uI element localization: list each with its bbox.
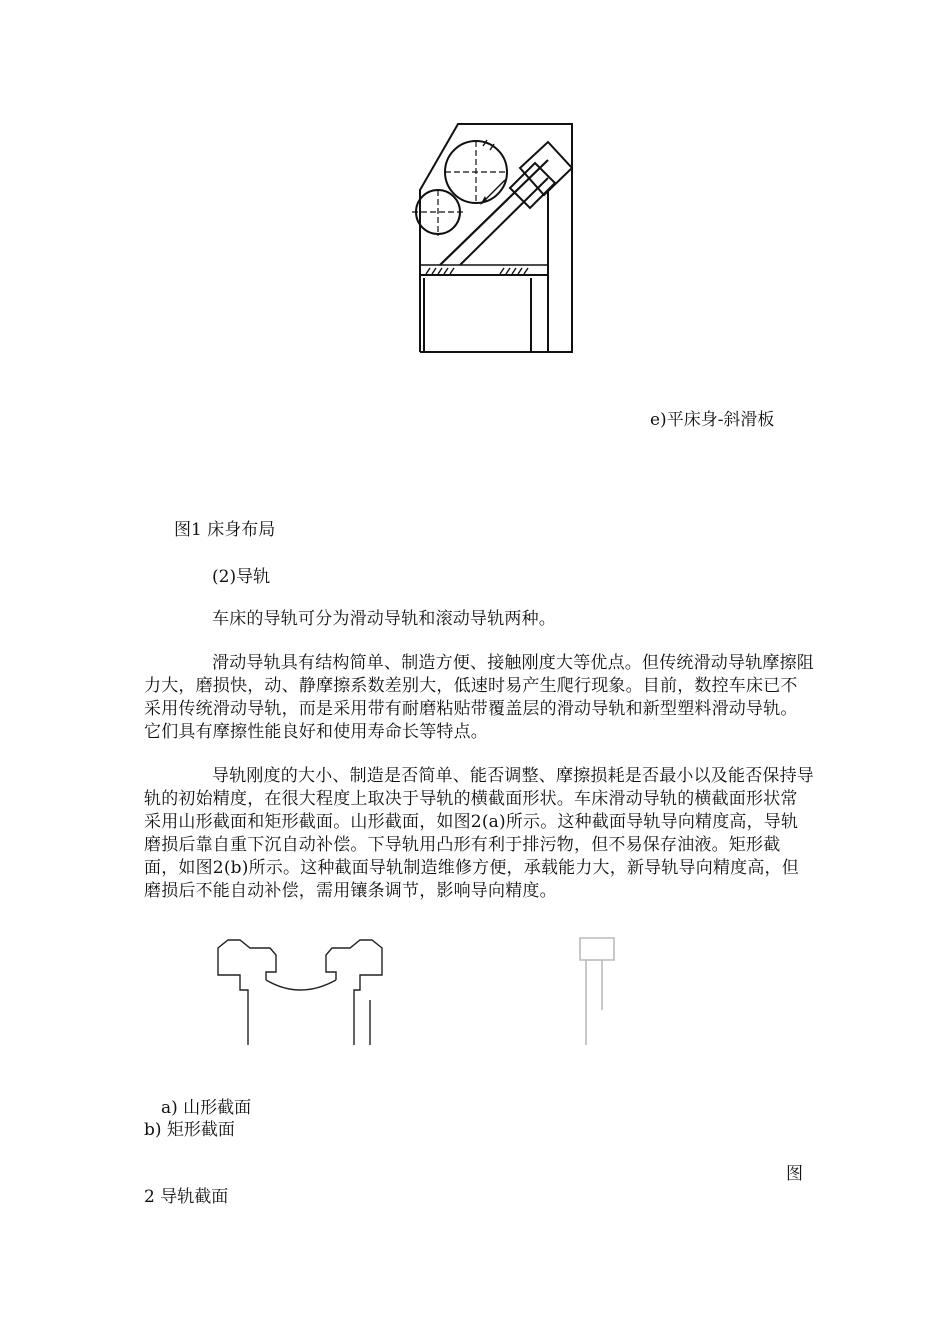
figure2-label-b: b) 矩形截面	[144, 1120, 235, 1140]
figure1-subcaption: e)平床身-斜滑板	[650, 410, 775, 430]
figure2-caption-part2: 2 导轨截面	[144, 1187, 229, 1207]
paragraph-2: 滑动导轨具有结构简单、制造方便、接触刚度大等优点。但传统滑动导轨摩擦阻力大，磨损快，动、静摩擦系数差别大，低速时易产生爬行现象。目前，数控车床已不采用传统滑动导轨，而是采用带有耐磨粘贴带覆盖层的滑动导轨和新型塑料滑动导轨。它们具有摩擦性能良好和使用寿命长等特点。	[144, 653, 814, 742]
paragraph-3: 导轨刚度的大小、制造是否简单、能否调整、摩擦损耗是否最小以及能否保持导轨的初始精度，在很大程度上取决于导轨的横截面形状。车床滑动导轨的横截面形状常采用山形截面和矩形截面。山形截面，如图2(a)所示。这种截面导轨导向精度高，导轨磨损后靠自重下沉自动补偿。下导轨用凸形有利于排污物，但不易保存油液。矩形截面，如图2(b)所示。这种截面导轨制造维修方便，承载能力大，新导轨导向精度高，但磨损后不能自动补偿，需用镶条调节，影响导向精度。	[144, 766, 814, 901]
figure1-caption: 图1 床身布局	[174, 520, 276, 540]
section-heading: (2)导轨	[212, 567, 271, 587]
paragraph-1: 车床的导轨可分为滑动导轨和滚动导轨两种。	[212, 609, 556, 629]
figure2-label-a: a) 山形截面	[161, 1098, 252, 1118]
figure2-caption-part1: 图	[786, 1164, 803, 1184]
